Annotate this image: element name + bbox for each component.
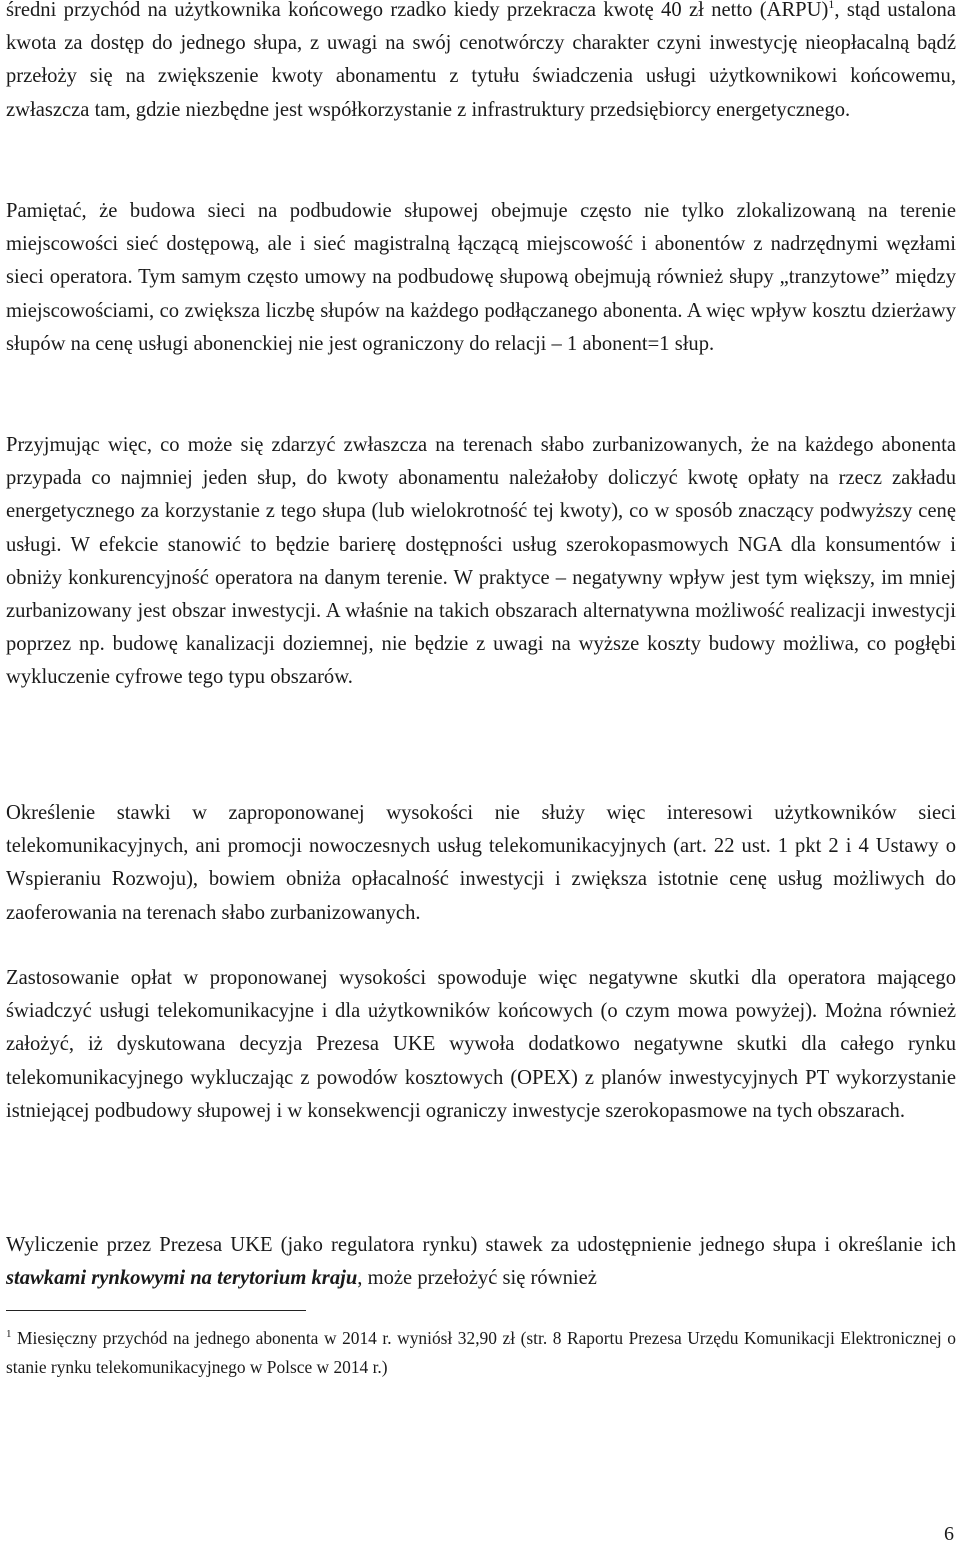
footnote: [6, 1324, 956, 1382]
paragraph-2-text: Pamiętać, że budowa sieci na podbudowie słupowej obejmuje często nie tylko zlokalizowaną na terenie miejscowości sieć dostępową, ale i sieć magistralną łączącą miejscowość i abonentów z nadrzędnymi węzłami sieci operatora. Tym samym często umowy na podbudowę słupową obejmują również słupy „tranzytowe” między miejscowościami, co zwiększa liczbę słupów na każdego podłączanego abonenta. A więc wpływ kosztu dzierżawy słupów na cenę usługi abonenckiej nie jest ograniczony do relacji – 1 abonent=1 słup.: [6, 200, 956, 355]
footnote-separator: [6, 1310, 306, 1311]
paragraph-6-text-b: , może przełożyć się również: [357, 1267, 597, 1290]
page-number: 6: [944, 1523, 954, 1545]
paragraph-5: [6, 962, 956, 1128]
paragraph-4: [6, 797, 956, 930]
paragraph-6-text-a: Wyliczenie przez Prezesa UKE (jako regulatora rynku) stawek za udostępnienie jednego słupa i określanie ich: [6, 1234, 956, 1256]
footnote-marker: 1: [6, 1328, 12, 1341]
paragraph-1-text-a: średni przychód na użytkownika końcowego rzadko kiedy przekracza kwotę 40 zł netto (ARPU): [6, 0, 829, 21]
paragraph-4-text: Określenie stawki w zaproponowanej wysokości nie służy więc interesowi użytkowników sieci telekomunikacyjnych, ani promocji nowoczesnych usług telekomunikacyjnych (art. 22 ust. 1 pkt 2 i 4 Ustawy o Wspieraniu Rozwoju), bowiem obniża opłacalność inwestycji i zwiększa istotnie cenę usług możliwych do zaoferowania na terenach słabo zurbanizowanych.: [6, 802, 956, 924]
paragraph-3-text: Przyjmując więc, co może się zdarzyć zwłaszcza na terenach słabo zurbanizowanych, że na każdego abonenta przypada co najmniej jeden słup, do kwoty abonamentu należałoby doliczyć kwotę opłaty na rzecz zakładu energetycznego za korzystanie z tego słupa (lub wielokrotność tej kwoty), co w sposób znaczący podwyższy cenę usługi. W efekcie stanowić to będzie barierę dostępności usług szerokopasmowych NGA dla konsumentów i obniży konkurencyjność operatora na danym terenie. W praktyce – negatywny wpływ jest tym większy, im mniej zurbanizowany jest obszar inwestycji. A właśnie na takich obszarach alternatywna możliwość realizacji inwestycji poprzez np. budowę kanalizacji doziemnej, nie będzie z uwagi na wyższe koszty budowy możliwa, co pogłębi wykluczenie cyfrowe tego typu obszarów.: [6, 434, 956, 689]
paragraph-2: [6, 195, 956, 361]
emphasis-market-rates: stawkami rynkowymi na terytorium kraju: [6, 1267, 358, 1290]
paragraph-1-text-b: , stąd ustalona kwota za dostęp do jednego słupa, z uwagi na swój cenotwórczy charakter czyni inwestycję nieopłacalną bądź przełoży się na zwiększenie kwoty abonamentu z tytułu świadczenia usługi użytkownikowi końcowemu, zwłaszcza tam, gdzie niezbędne jest współkorzystanie z infrastruktury przedsiębiorcy energetycznego.: [6, 0, 956, 121]
footnote-reference[interactable]: 1: [828, 0, 835, 12]
paragraph-6: [6, 1229, 956, 1295]
footnote-text: Miesięczny przychód na jednego abonenta w 2014 r. wyniósł 32,90 zł (str. 8 Raportu Prezesa Urzędu Komunikacji Elektronicznej o stanie rynku telekomunikacyjnego w Polsce w 2014 r.): [6, 1328, 956, 1377]
paragraph-1: [6, 0, 956, 127]
paragraph-5-text: Zastosowanie opłat w proponowanej wysokości spowoduje więc negatywne skutki dla operatora mającego świadczyć usługi telekomunikacyjne i dla użytkowników końcowych (o czym mowa powyżej). Można również założyć, iż dyskutowana decyzja Prezesa UKE wywoła dodatkowo negatywne skutki dla całego rynku telekomunikacyjnego wykluczając z powodów kosztowych (OPEX) z planów inwestycyjnych PT wykorzystanie istniejącej podbudowy słupowej i w konsekwencji ograniczy inwestycje szerokopasmowe na tych obszarach.: [6, 967, 956, 1122]
paragraph-3: [6, 429, 956, 695]
